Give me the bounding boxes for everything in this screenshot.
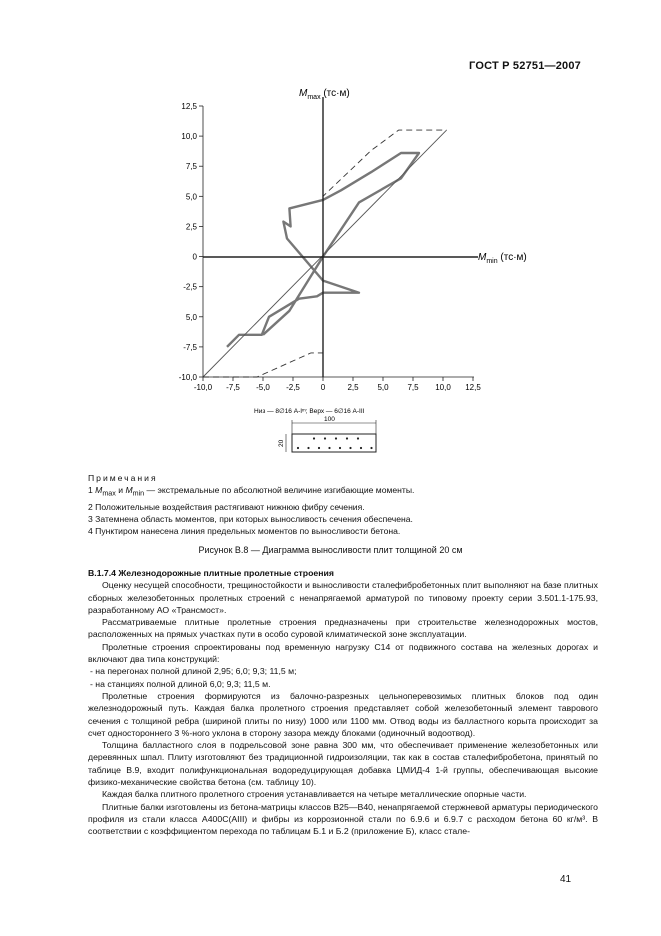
x-axis-label: $M_{min}$ (тс·м): [478, 252, 527, 265]
rebar-top: [357, 437, 359, 439]
paragraph: Оценку несущей способности, трещиностойкости и выносливости сталефибробетонных плит выполняют на базе плитных сборных железобетонных пролетных строений с ненапрягаемой арматурой по типовому проекту серии 3.501.1-175.93, разработанному АО «Трансмост».: [88, 580, 598, 615]
rebar-bottom: [318, 447, 320, 449]
series-diagonal: [203, 130, 447, 377]
rebar-bottom: [297, 447, 299, 449]
rebar-bottom: [328, 447, 330, 449]
section-heading: В.1.7.4 Железнодорожные плитные пролетные строения: [88, 568, 334, 578]
y-tick-label: 5,0: [185, 312, 197, 322]
x-tick-label: 10,0: [435, 383, 451, 392]
y-tick-label: 0: [192, 252, 197, 262]
width-dimension: 100: [324, 416, 335, 423]
rebar-bottom: [307, 447, 309, 449]
x-tick-label: 2,5: [347, 383, 359, 392]
x-tick-label: 12,5: [465, 383, 481, 392]
y-tick-label: 7,5: [185, 162, 197, 172]
document-code: ГОСТ Р 52751—2007: [469, 60, 581, 72]
chart-series: [203, 130, 447, 377]
y-tick-label: 10,0: [181, 132, 197, 142]
x-tick-label: 7,5: [407, 383, 419, 392]
notes-title: Примечания: [88, 473, 158, 483]
x-tick-label: -7,5: [226, 383, 240, 392]
y-tick-label: -10,0: [178, 373, 197, 382]
note-2: 2 Положительные воздействия растягивают нижнюю фибру сечения.: [88, 501, 365, 512]
y-tick-label: 12,5: [181, 102, 197, 111]
paragraph: Плитные балки изготовлены из бетона-матрицы классов В25—В40, ненапрягаемой стержневой арматуры периодического профиля из стали класса А400С(AIII) и фибры из коррозионной стали по 6.9.6 и 6.9.7 с расходом бетона 60 кг/м³. В соответствии с коэффициентом перехода по таблицам Б.1 и Б.2 (приложение Б), класс стале-: [88, 801, 598, 837]
note-1: 1 $M_{max}$ и $M_{min}$ — экстремальные по абсолютной величине изгибающие моменты.: [88, 485, 415, 499]
y-tick-label: -7,5: [183, 342, 197, 352]
paragraph: Пролетные строения спроектированы под временную нагрузку С14 от подвижного состава на железных дорогах и включают два типа конструкций:: [88, 641, 598, 665]
x-tick-label: -2,5: [286, 383, 300, 392]
rebar-bottom: [370, 447, 372, 449]
height-dimension: 20: [278, 439, 285, 447]
list-item: - на перегонах полной длиной 2,95; 6,0; 9,3; 11,5 м;: [90, 666, 297, 677]
rebar-bottom: [339, 447, 341, 449]
paragraph: Рассматриваемые плитные пролетные строения предназначены при строительстве железнодорожных мостов, расположенных на прямых участках пути в особо суровой климатической зоне эксплуатации.: [88, 617, 598, 640]
x-tick-label: -5,0: [256, 383, 270, 392]
figure-caption: Рисунок В.8 — Диаграмма выносливости плит толщиной 20 см: [198, 545, 463, 555]
reinforcement-label: Низ — 8∅16 А-Iᵐ; Верх — 6∅16 А-III: [254, 408, 365, 415]
rebar-top: [324, 437, 326, 439]
x-tick-label: 0: [320, 383, 326, 392]
y-tick-label: 5,0: [185, 192, 197, 202]
y-tick-label: 2,5: [185, 222, 197, 232]
y-axis-label: $M_{max}$ (тс·м): [299, 88, 350, 101]
y-tick-label: -2,5: [183, 282, 197, 292]
cross-section-figure: [278, 416, 376, 452]
x-tick-label: 5,0: [377, 383, 389, 392]
body-text: [88, 567, 598, 838]
page-number: 41: [560, 874, 572, 885]
paragraph: Пролетные строения формируются из балочно-разрезных цельноперевозимых плитных блоков под один железнодорожный путь. Каждая балка пролетного строения представляет собой железобетонный элемент таврового сечения с толщиной ребра (шириной плиты по низу) 1000 или 1100 мм. Отвод воды из балластного корыта происходит за счет одностороннего 3 %-ного уклона в сторону зазора между блоками (одиночный водоотвод).: [88, 690, 598, 738]
note-4: 4 Пунктиром нанесена линия предельных моментов по выносливости бетона.: [88, 526, 401, 537]
slab-section: [292, 434, 376, 452]
rebar-top: [346, 437, 348, 439]
list-item: - на станциях полной длиной 6,0; 9,3; 11,5 м.: [90, 678, 271, 689]
rebar-top: [313, 437, 315, 439]
rebar-bottom: [349, 447, 351, 449]
rebar-dots: [297, 437, 373, 449]
rebar-top: [335, 437, 337, 439]
paragraph: Толщина балластного слоя в подрельсовой зоне равна 300 мм, что обеспечивает применение железобетонных или деревянных шпал. Плиту изготовляют без традиционной гидроизоляции, так как в состав сталефибробетона, принятый по таблице В.9, входит полифункциональная водоредуцирующая добавка ЦМИД-4 1-й группы, обеспечивающая высокие физико-механические свойства бетона (см. таблицу 10).: [88, 740, 598, 788]
note-3: 3 Затемнена область моментов, при которых выносливость сечения обеспечена.: [88, 513, 413, 524]
paragraph: Каждая балка плитного пролетного строения устанавливается на четыре металлические опорные части.: [102, 789, 527, 800]
rebar-bottom: [360, 447, 362, 449]
figure-notes: [88, 472, 588, 538]
x-tick-label: -10,0: [193, 383, 213, 392]
